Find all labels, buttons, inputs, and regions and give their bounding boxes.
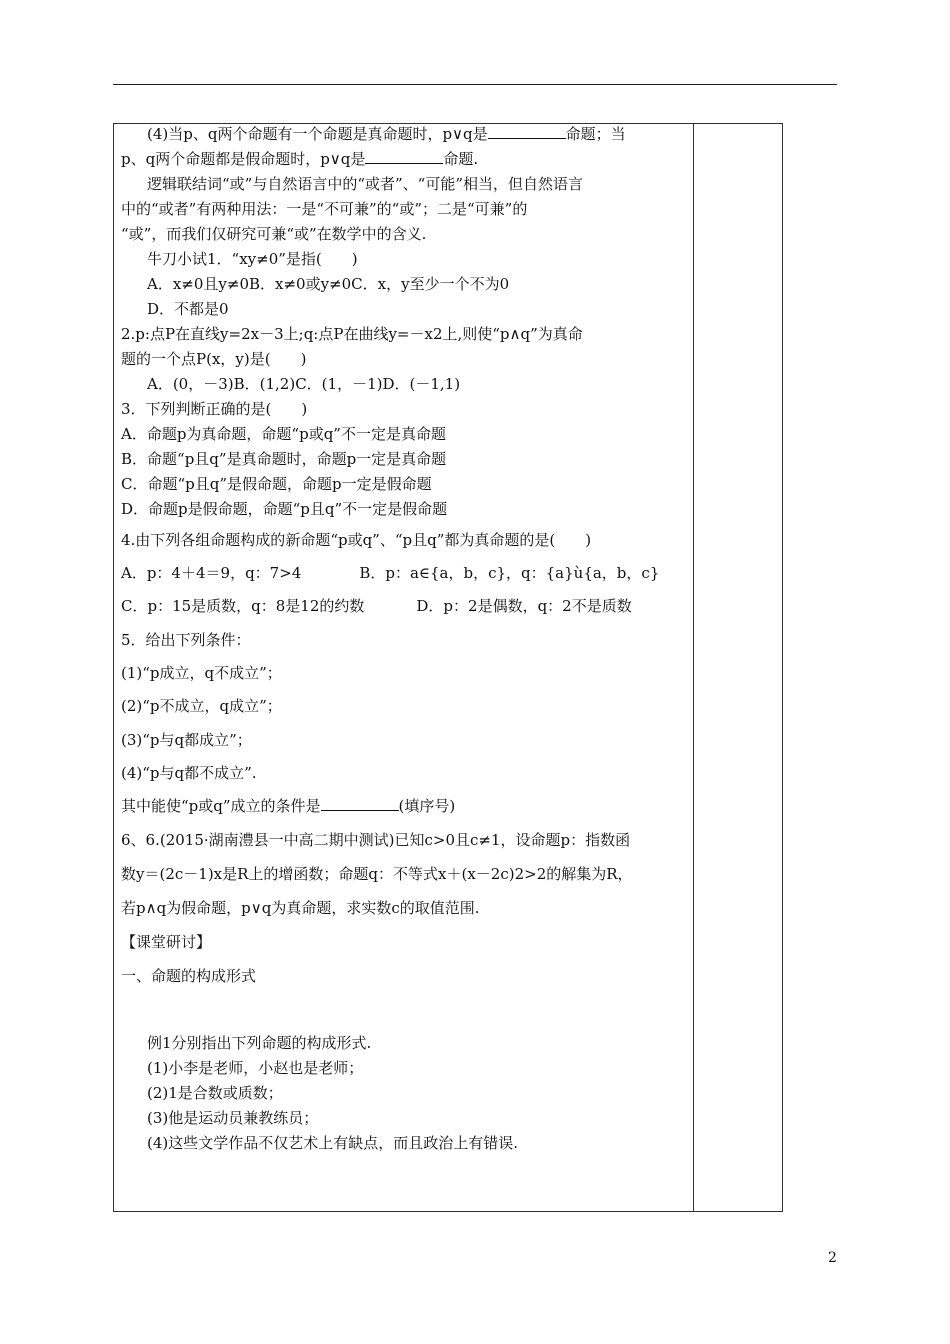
text-line: D．不都是0 <box>147 300 229 318</box>
text-line: (4)“p与q都不成立”. <box>121 764 257 782</box>
text-line: (2)“p不成立，q成立”； <box>121 697 282 715</box>
text-line: “或”，而我们仅研究可兼“或”在数学中的含义. <box>121 225 427 243</box>
text-line: (4)这些文学作品不仅艺术上有缺点，而且政治上有错误. <box>147 1134 519 1152</box>
page-number: 2 <box>828 1250 837 1266</box>
answer-blank <box>365 149 443 164</box>
subsection-heading: 一、命题的构成形式 <box>121 967 257 985</box>
text-line: 数y＝(2c－1)x是R上的增函数；命题q：不等式x＋(x－2c)2>2的解集为R， <box>121 865 633 883</box>
text-line: 4.由下列各组命题构成的新命题“p或q”、“p且q”都为真命题的是( ) <box>121 531 592 549</box>
text-line: 题的一个点P(x，y)是( ) <box>121 350 307 368</box>
answer-blank <box>488 124 566 139</box>
table-column-divider <box>693 123 694 1212</box>
text-line: C．命题“p且q”是假命题，命题p一定是假命题 <box>121 475 432 493</box>
text-line: 6、6.(2015·湖南澧县一中高二期中测试)已知c>0且c≠1，设命题p：指数函 <box>121 831 631 849</box>
text-line: (4)当p、q两个命题有一个命题是真命题时，p∨q是 命题；当 <box>147 125 626 143</box>
text-line: (3)“p与q都成立”； <box>121 731 252 749</box>
text-line: (3)他是运动员兼教练员； <box>147 1109 319 1127</box>
text-line: 例1分别指出下列命题的构成形式. <box>147 1034 372 1052</box>
text-line: 中的“或者”有两种用法：一是“不可兼”的“或”；二是“可兼”的 <box>121 200 528 218</box>
text-line: D．命题p是假命题，命题“p且q”不一定是假命题 <box>121 500 448 518</box>
text-line: A．(0，－3)B．(1,2)C．(1，－1)D．(－1,1) <box>147 375 461 393</box>
text-line: (1)小李是老师，小赵也是老师； <box>147 1059 364 1077</box>
text-line: (1)“p成立，q不成立”； <box>121 664 282 682</box>
text-line: 3．下列判断正确的是( ) <box>121 400 308 418</box>
text-line: (2)1是合数或质数； <box>147 1084 283 1102</box>
header-rule <box>113 84 837 85</box>
answer-blank <box>321 796 399 811</box>
text-line: A．x≠0且y≠0B．x≠0或y≠0C．x，y至少一个不为0 <box>147 275 510 293</box>
text-line: B．命题“p且q”是真命题时，命题p一定是真命题 <box>121 450 447 468</box>
section-heading: 【课堂研讨】 <box>121 933 212 951</box>
text-line: 2.p:点P在直线y=2x－3上;q:点P在曲线y=－x2上,则使“p∧q”为真命 <box>121 325 583 343</box>
text-line: A．命题p为真命题，命题“p或q”不一定是真命题 <box>121 425 446 443</box>
text-line: 逻辑联结词“或”与自然语言中的“或者”、“可能”相当，但自然语言 <box>147 175 584 193</box>
text-line: p、q两个命题都是假命题时，p∨q是 命题. <box>121 150 479 168</box>
text-line: C．p：15是质数，q：8是12的约数 D．p：2是偶数，q：2不是质数 <box>121 597 632 615</box>
text-line: A．p：4＋4＝9，q：7>4 B．p：a∈{a，b，c}，q：{a}ù{a，b，c} <box>121 564 660 582</box>
text-line: 若p∧q为假命题，p∨q为真命题，求实数c的取值范围. <box>121 899 480 917</box>
text-line: 其中能使“p或q”成立的条件是 (填序号) <box>121 797 456 815</box>
text-line: 牛刀小试1．“xy≠0”是指( ) <box>147 250 358 268</box>
text-line: 5．给出下列条件： <box>121 631 251 649</box>
